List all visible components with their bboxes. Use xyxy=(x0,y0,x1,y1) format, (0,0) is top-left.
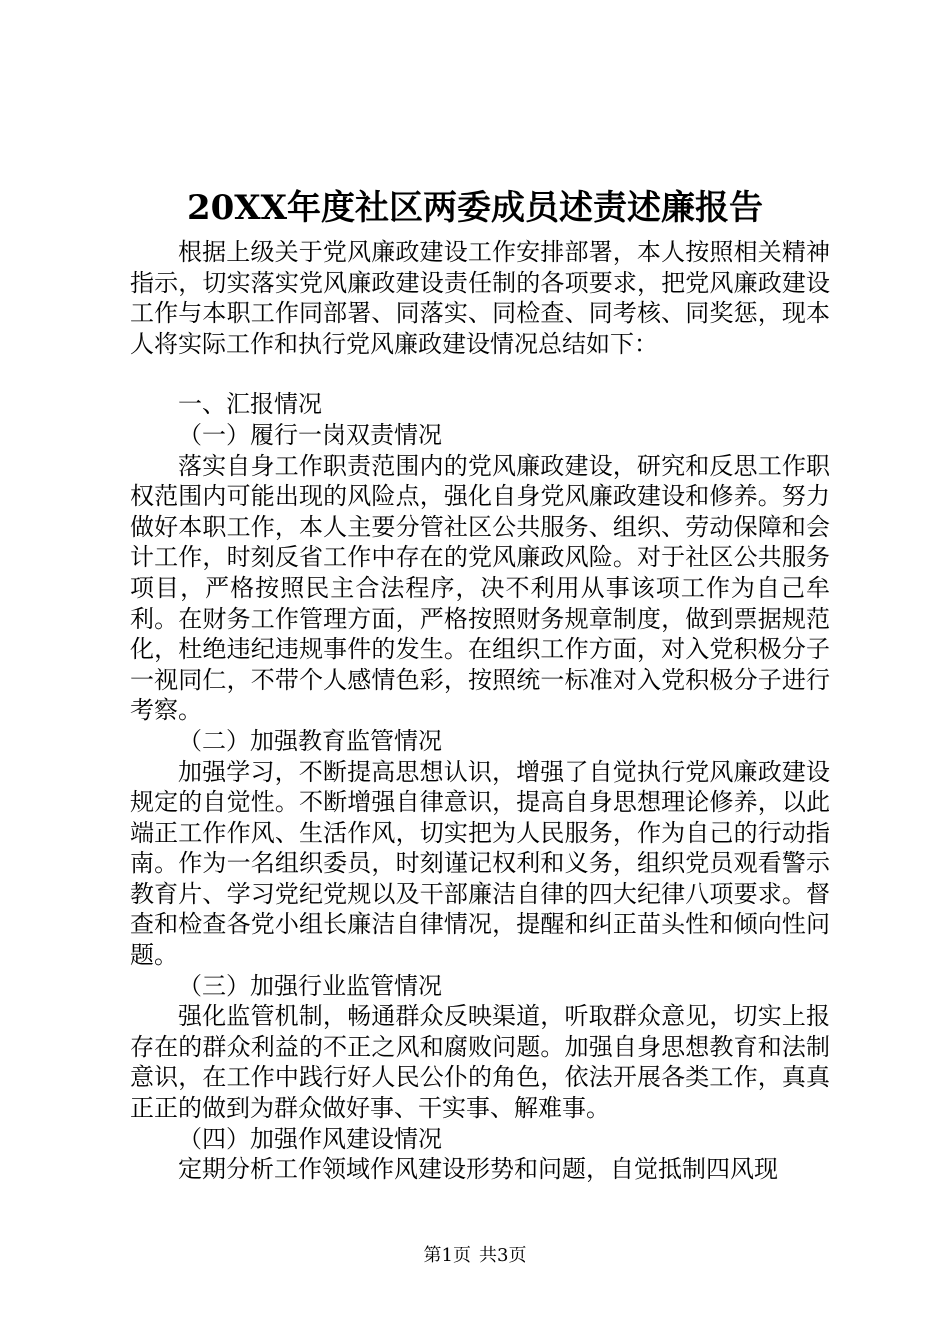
subsection-heading-4: （四）加强作风建设情况 xyxy=(178,1124,442,1153)
subsection-heading-2: （二）加强教育监管情况 xyxy=(178,726,442,755)
subsection-heading-3: （三）加强行业监管情况 xyxy=(178,971,442,1000)
page-number: 第1页 xyxy=(423,1245,471,1266)
subsection-paragraph-1: 落实自身工作职责范围内的党风廉政建设，研究和反思工作职权范围内可能出现的风险点，强化自身党风廉政建设和修养。努力做好本职工作，本人主要分管社区公共服务、组织、劳动保障和会计工作，时刻反省工作中存在的党风廉政风险。对于社区公共服务项目，严格按照民主合法程序，决不利用从事该项工作为自己牟利。在财务工作管理方面，严格按照财务规章制度，做到票据规范化，杜绝违纪违规事件的发生。在组织工作方面，对入党积极分子一视同仁，不带个人感情色彩，按照统一标准对入党积极分子进行考察。 xyxy=(130,451,830,725)
subsection-paragraph-4: 定期分析工作领域作风建设形势和问题，自觉抵制四风现 xyxy=(178,1155,778,1184)
intro-paragraph: 根据上级关于党风廉政建设工作安排部署，本人按照相关精神指示，切实落实党风廉政建设责任制的各项要求，把党风廉政建设工作与本职工作同部署、同落实、同检查、同考核、同奖惩，现本人将实际工作和执行党风廉政建设情况总结如下： xyxy=(130,238,830,358)
page-total: 共3页 xyxy=(479,1245,527,1266)
subsection-paragraph-3: 强化监管机制，畅通群众反映渠道，听取群众意见，切实上报存在的群众利益的不正之风和腐败问题。加强自身思想教育和法制意识，在工作中践行好人民公仆的角色，依法开展各类工作，真真正正的做到为群众做好事、干实事、解难事。 xyxy=(130,1002,830,1123)
section-heading-1: 一、汇报情况 xyxy=(178,390,322,419)
document-title: 20XX年度社区两委成员述责述廉报告 xyxy=(186,188,764,228)
page-footer xyxy=(0,1245,950,1267)
document-body xyxy=(130,237,830,1185)
subsection-heading-1: （一）履行一岗双责情况 xyxy=(178,420,442,449)
subsection-paragraph-2: 加强学习，不断提高思想认识，增强了自觉执行党风廉政建设规定的自觉性。不断增强自律意识，提高自身思想理论修养，以此端正工作作风、生活作风，切实把为人民服务，作为自己的行动指南。作为一名组织委员，时刻谨记权利和义务，组织党员观看警示教育片、学习党纪党规以及干部廉洁自律的四大纪律八项要求。督查和检查各党小组长廉洁自律情况，提醒和纠正苗头性和倾向性问题。 xyxy=(130,757,830,970)
paragraph-gap xyxy=(130,359,830,389)
